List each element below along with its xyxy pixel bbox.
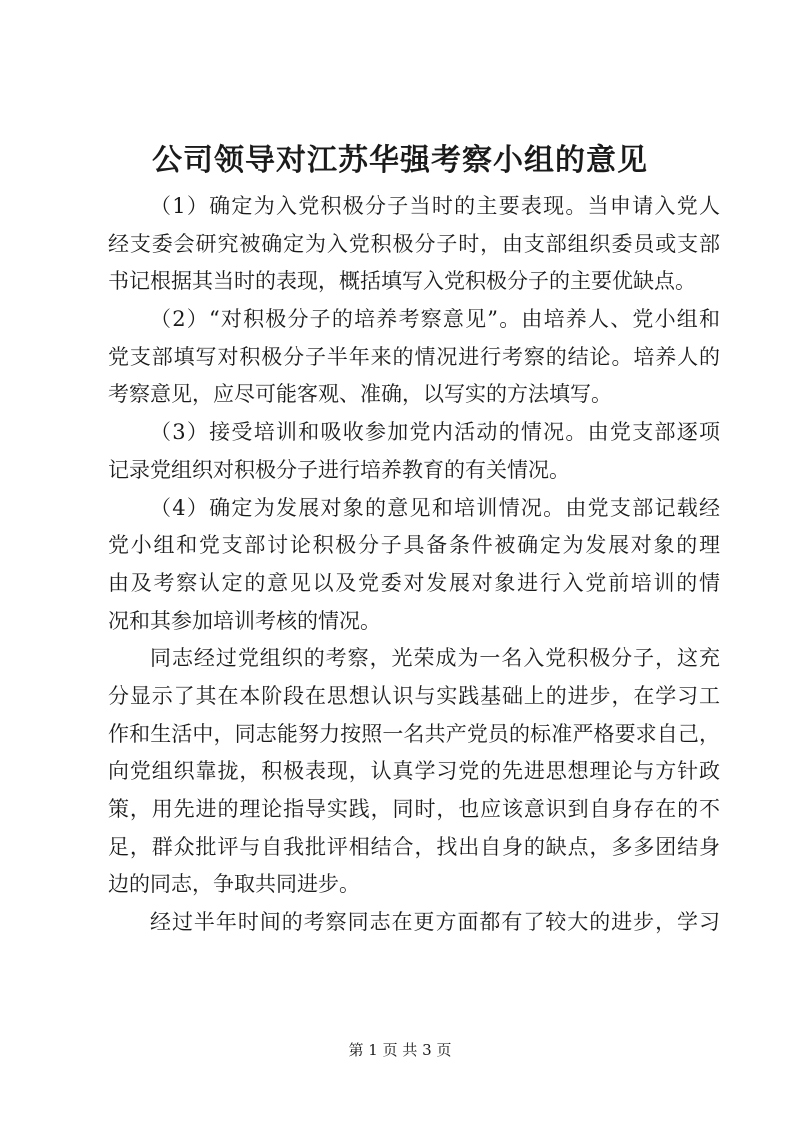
text-line: （4）确定为发展对象的意见和培训情况。由党支部记载经 [150, 495, 720, 520]
text-line: 党支部填写对积极分子半年来的情况进行考察的结论。培养人的 [108, 344, 720, 369]
text-line: 策，用先进的理论指导实践，同时，也应该意识到自身存在的不 [108, 797, 720, 821]
text-line: 考察意见，应尽可能客观、准确，以写实的方法填写。 [108, 382, 612, 407]
text-line: 记录党组织对积极分子进行培养教育的有关情况。 [108, 457, 570, 482]
text-line: （3）接受培训和吸收参加党内活动的情况。由党支部逐项 [150, 420, 720, 445]
text-line: （1）确定为入党积极分子当时的主要表现。当申请入党人 [150, 194, 720, 218]
text-line: 分显示了其在本阶段在思想认识与实践基础上的进步，在学习工 [108, 683, 720, 708]
text-line: 况和其参加培训考核的情况。 [108, 608, 381, 633]
text-line: 同志经过党组织的考察，光荣成为一名入党积极分子，这充 [150, 646, 720, 671]
text-line: 边的同志，争取共同进步。 [108, 872, 360, 897]
text-line: 作和生活中，同志能努力按照一名共产党员的标准严格要求自己， [108, 721, 720, 746]
text-line: 经过半年时间的考察同志在更方面都有了较大的进步，学习 [150, 910, 720, 935]
text-line: 党小组和党支部讨论积极分子具备条件被确定为发展对象的理 [108, 533, 720, 558]
page-footer: 第 1 页 共 3 页 [348, 1041, 452, 1059]
document-title: 公司领导对江苏华强考察小组的意见 [152, 143, 648, 178]
text-line: 向党组织靠拢，积极表现，认真学习党的先进思想理论与方针政 [108, 759, 720, 784]
document-body [108, 188, 720, 942]
text-line: 经支委会研究被确定为入党积极分子时，由支部组织委员或支部 [108, 231, 720, 256]
text-line: 书记根据其当时的表现，概括填写入党积极分子的主要优缺点。 [108, 269, 696, 294]
text-line: （2）“对积极分子的培养考察意见”。由培养人、党小组和 [150, 307, 720, 332]
text-line: 由及考察认定的意见以及党委对发展对象进行入党前培训的情 [108, 570, 720, 595]
text-line: 足，群众批评与自我批评相结合，找出自身的缺点，多多团结身 [108, 834, 720, 859]
